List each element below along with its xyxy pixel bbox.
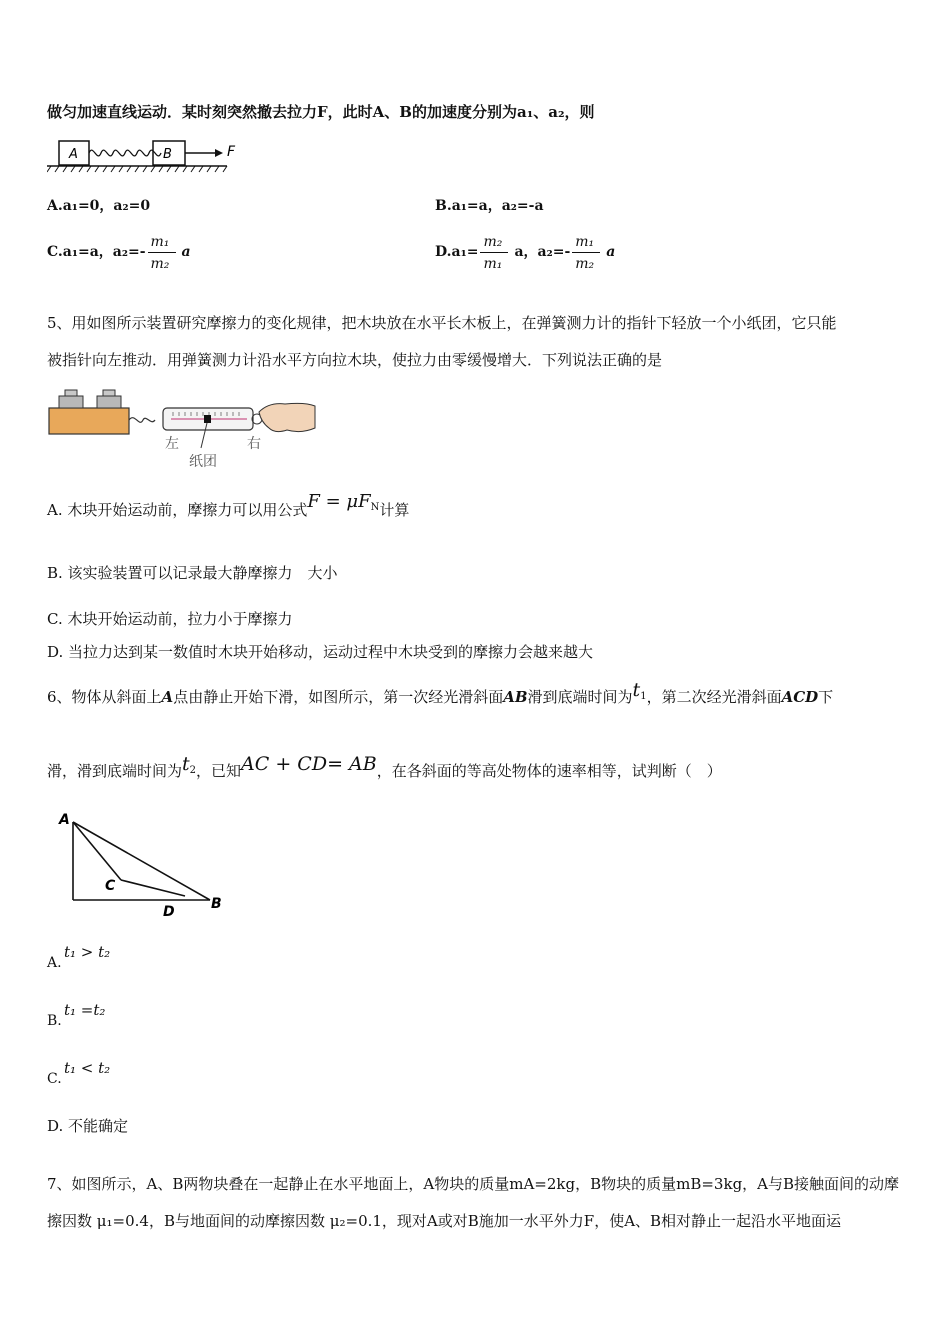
q5-paper-label: 纸团 [189,454,217,470]
q4-option-d-middle: a，a₂=- [514,244,571,260]
q6-option-a[interactable]: A. [47,955,62,971]
q4-option-d-suffix: a [606,244,616,260]
q6-point-b: B [211,896,222,912]
q5-option-d[interactable]: D. 当拉力达到某一数值时木块开始移动，运动过程中木块受到的摩擦力会越来越大 [47,643,594,661]
q4-option-d-fraction-1: $\frac{\text{m₂}}{\text{m₁}}$ [480,232,512,272]
q4-option-b[interactable]: B.a₁=a，a₂=-a [435,198,544,214]
q5-stem-line-2: 被指针向左推动．用弹簧测力计沿水平方向拉木块，使拉力由零缓慢增大．下列说法正确的是 [47,351,663,369]
q6-option-b[interactable]: B. [47,1013,62,1029]
q4-option-c-prefix: C.a₁=a，a₂=- [47,244,146,260]
q4-block-a-label: A [69,147,78,162]
q4-option-d-fraction-2: $\frac{\text{m₁}}{\text{m₂}}$ [572,232,604,272]
q7-stem-line-1: 7、如图所示，A、B两物块叠在一起静止在水平地面上，A物块的质量mA=2kg，B物块的质量mB=3kg，A与B接触面间的动摩 [47,1175,900,1193]
q6-stem-line-2: 滑，滑到底端时间为$t^2$，已知AC + CD= AB，在各斜面的等高处物体的速率相等，试判断（ ） [47,753,722,780]
q5-left-label: 左 [165,436,179,452]
q6-t1: t [632,679,641,701]
q6-option-b-math: t₁ =t₂ [64,1001,106,1019]
q6-point-a: A [59,812,70,828]
q4-option-d-prefix: D.a₁= [435,244,479,260]
q4-spring-diagram [47,138,247,178]
q4-option-d[interactable] [435,232,615,272]
q6-option-c-math: t₁ < t₂ [64,1059,111,1077]
q5-right-label: 右 [247,436,261,452]
q5-option-a[interactable] [47,491,410,526]
q5-option-a-subscript: N [370,502,380,513]
q5-option-c[interactable]: C. 木块开始运动前，拉力小于摩擦力 [47,610,293,628]
q4-option-c-suffix: a [181,244,191,260]
q6-option-a-math: t₁ > t₂ [64,943,111,961]
q6-point-c: C [105,878,116,894]
q5-friction-apparatus-diagram [47,386,317,474]
q4-block-b-label: B [163,147,172,162]
q6-stem-line-1: 6、物体从斜面上A点由静止开始下滑，如图所示，第一次经光滑斜面AB滑到底端时间为$t^1$，第二次经光滑斜面ACD下 [47,679,834,706]
q6-formula: AC + CD= AB [241,753,377,775]
q5-option-b[interactable]: B. 该实验装置可以记录最大静摩擦力 大小 [47,564,338,582]
q4-option-c-fraction: $\frac{\text{m₁}}{\text{m₂}}$ [148,232,180,272]
q6-point-d: D [163,904,175,920]
q5-option-a-suffix: 计算 [379,501,410,519]
q4-option-c[interactable] [47,232,191,272]
q6-option-c[interactable]: C. [47,1071,62,1087]
q6-t2: t [182,753,190,775]
q5-option-a-formula: F = μF [307,491,371,512]
q6-option-d[interactable]: D. 不能确定 [47,1117,129,1135]
q7-stem-line-2: 擦因数 μ₁=0.4，B与地面间的动摩擦因数 μ₂=0.1，现对A或对B施加一水平外力F，使A、B相对静止一起沿水平地面运 [47,1212,842,1230]
q4-force-label: F [227,144,236,160]
q4-intro-line: 做匀加速直线运动．某时刻突然撤去拉力F，此时A、B的加速度分别为a₁、a₂，则 [47,103,595,121]
q5-stem-line-1: 5、用如图所示装置研究摩擦力的变化规律，把木块放在水平长木板上，在弹簧测力计的指针下轻放一个小纸团，它只能 [47,314,837,332]
q4-option-a[interactable]: A.a₁=0，a₂=0 [47,198,151,214]
q5-option-a-prefix: A. 木块开始运动前，摩擦力可以用公式 [47,501,308,519]
q6-incline-diagram [55,808,245,928]
